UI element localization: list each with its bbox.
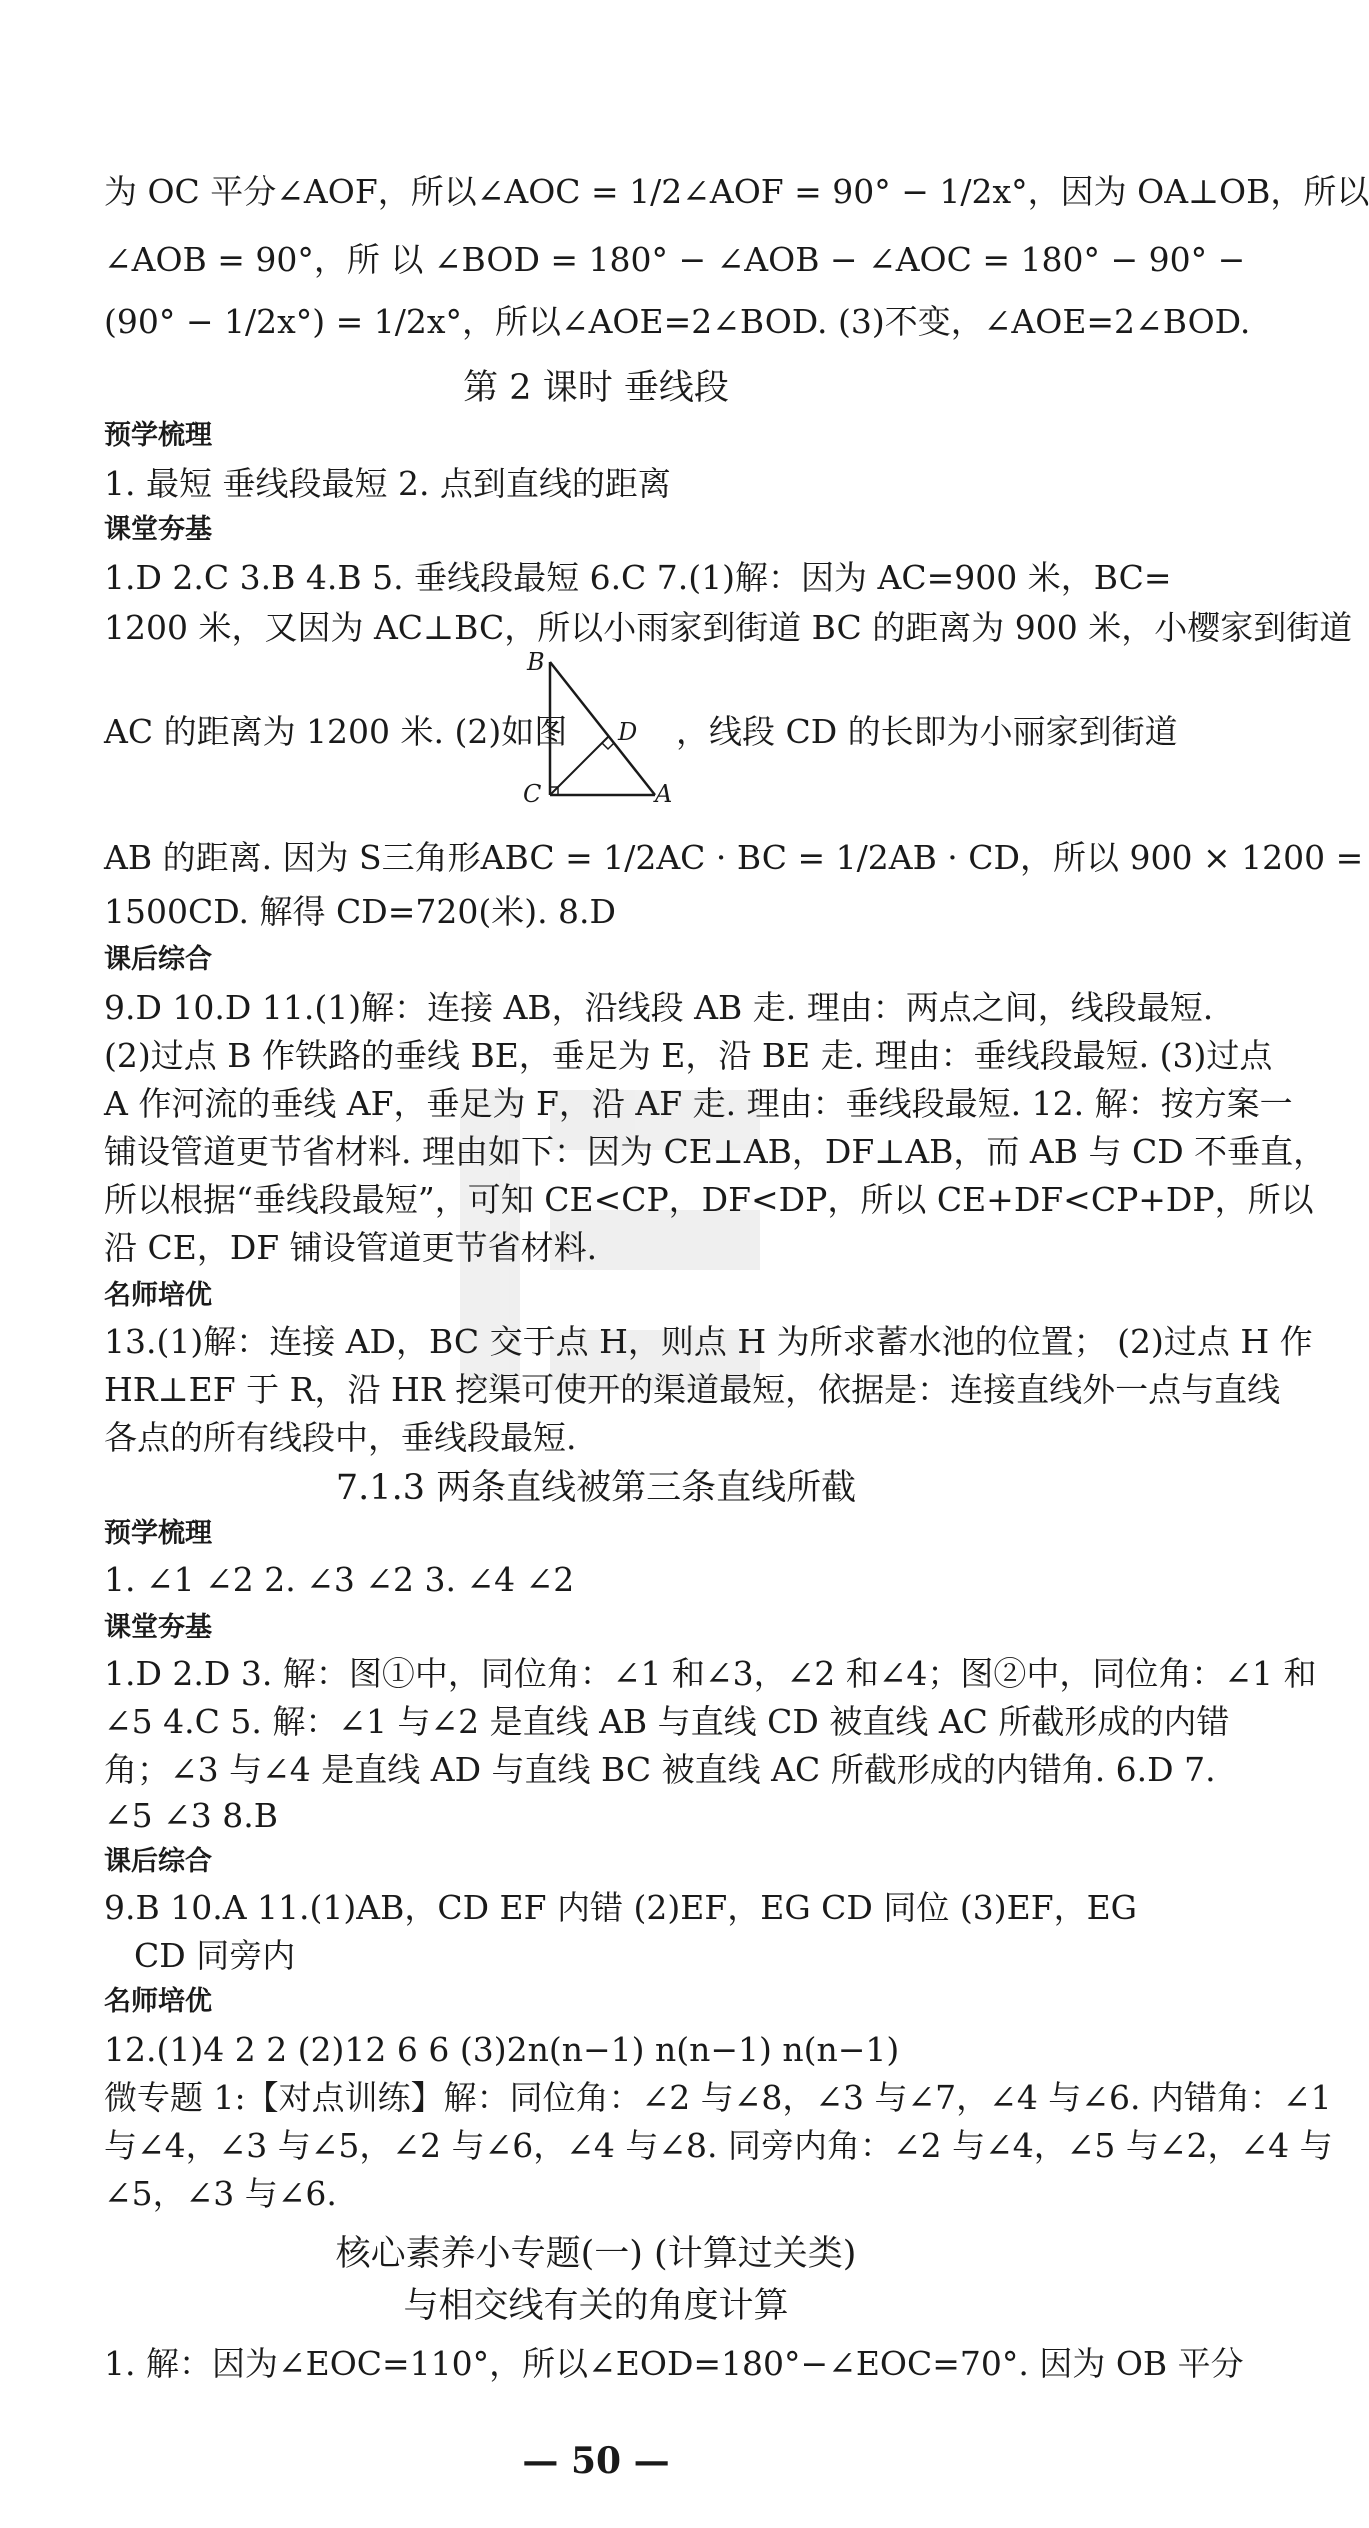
text-line: AC 的距离为 1200 米. (2)如图 [104, 712, 568, 751]
text-line: A 作河流的垂线 AF，垂足为 F，沿 AF 走. 理由：垂线段最短. 12. 解：按方案一 [104, 1084, 1293, 1123]
text-line: 9.D 10.D 11.(1)解：连接 AB，沿线段 AB 走. 理由：两点之间，线段最短. [104, 988, 1214, 1027]
section-heading: 预学梳理 [104, 420, 212, 451]
figure-label-c: C [523, 780, 542, 808]
text-line: 微专题 1:【对点训练】解：同位角：∠2 与∠8，∠3 与∠7，∠4 与∠6. 内错角：∠1 [104, 2078, 1332, 2117]
topic-subtitle: 与相交线有关的角度计算 [403, 2286, 789, 2326]
text-line: 所以根据“垂线段最短”，可知 CE<CP，DF<DP，所以 CE+DF<CP+DP，所以 [104, 1180, 1314, 1219]
text-line: (90° − 1/2x°) = 1/2x°，所以∠AOE=2∠BOD. (3)不变，∠AOE=2∠BOD. [104, 302, 1251, 341]
text-line: 1.D 2.D 3. 解：图①中，同位角：∠1 和∠3，∠2 和∠4；图②中，同位角：∠1 和 [104, 1654, 1317, 1693]
text-line: ，线段 CD 的长即为小丽家到街道 [676, 712, 1178, 751]
text-line: AB 的距离. 因为 S三角形ABC = 1/2AC · BC = 1/2AB · CD，所以 900 × 1200 = [104, 838, 1364, 877]
text-line: ∠5 4.C 5. 解：∠1 与∠2 是直线 AB 与直线 CD 被直线 AC 所截形成的内错 [104, 1702, 1230, 1741]
section-heading: 课堂夯基 [104, 514, 212, 545]
section-heading: 课堂夯基 [104, 1612, 212, 1643]
text-line: 铺设管道更节省材料. 理由如下：因为 CE⊥AB，DF⊥AB，而 AB 与 CD 不垂直， [104, 1132, 1327, 1171]
text-line: ∠5 ∠3 8.B [104, 1796, 279, 1835]
page-number: — 50 — [522, 2440, 670, 2482]
text-line: 角；∠3 与∠4 是直线 AD 与直线 BC 被直线 AC 所截形成的内错角. 6.D 7. [104, 1750, 1216, 1789]
section-heading: 预学梳理 [104, 1518, 212, 1549]
text-line: 1500CD. 解得 CD=720(米). 8.D [104, 892, 616, 931]
text-line: CD 同旁内 [134, 1936, 296, 1975]
section-heading: 课后综合 [104, 944, 212, 975]
segment-ba [550, 662, 655, 795]
text-line: 12.(1)4 2 2 (2)12 6 6 (3)2n(n−1) n(n−1) n(n−1) [104, 2030, 900, 2069]
text-line: HR⊥EF 于 R，沿 HR 挖渠可使开的渠道最短，依据是：连接直线外一点与直线 [104, 1370, 1281, 1409]
text-line: 沿 CE，DF 铺设管道更节省材料. [104, 1228, 598, 1267]
text-line: 9.B 10.A 11.(1)AB，CD EF 内错 (2)EF，EG CD 同位 (3)EF，EG [104, 1888, 1138, 1927]
text-line: ∠AOB = 90°，所 以 ∠BOD = 180° − ∠AOB − ∠AOC = 180° − 90° − [104, 240, 1246, 279]
section-heading: 课后综合 [104, 1846, 212, 1877]
text-line: (2)过点 B 作铁路的垂线 BE，垂足为 E，沿 BE 走. 理由：垂线段最短. (3)过点 [104, 1036, 1273, 1075]
figure-label-b: B [527, 648, 545, 676]
text-line: 与∠4，∠3 与∠5，∠2 与∠6，∠4 与∠8. 同旁内角：∠2 与∠4，∠5 与∠2，∠4 与 [104, 2126, 1333, 2165]
section-heading: 名师培优 [104, 1986, 212, 2017]
text-line: 13.(1)解：连接 AD，BC 交于点 H，则点 H 为所求蓄水池的位置； (2)过点 H 作 [104, 1322, 1313, 1361]
text-line: 1200 米，又因为 AC⊥BC，所以小雨家到街道 BC 的距离为 900 米，小樱家到街道 [104, 608, 1353, 647]
text-line: 为 OC 平分∠AOF，所以∠AOC = 1/2∠AOF = 90° − 1/2x°，因为 OA⊥OB，所以 [104, 172, 1369, 211]
topic-title: 核心素养小专题(一) (计算过关类) [335, 2234, 857, 2274]
figure-label-d: D [618, 718, 638, 746]
right-angle-mark-d [602, 743, 614, 749]
text-line: ∠5，∠3 与∠6. [104, 2174, 337, 2213]
text-line: 1. ∠1 ∠2 2. ∠3 ∠2 3. ∠4 ∠2 [104, 1560, 575, 1599]
section-title: 7.1.3 两条直线被第三条直线所截 [335, 1468, 857, 1508]
text-line: 1. 解：因为∠EOC=110°，所以∠EOD=180°−∠EOC=70°. 因为 OB 平分 [104, 2344, 1244, 2383]
section-heading: 名师培优 [104, 1280, 212, 1311]
figure-label-a: A [655, 780, 673, 808]
lesson-title: 第 2 课时 垂线段 [463, 368, 729, 408]
text-line: 各点的所有线段中，垂线段最短. [104, 1418, 577, 1457]
text-line: 1. 最短 垂线段最短 2. 点到直线的距离 [104, 464, 671, 503]
text-line: 1.D 2.C 3.B 4.B 5. 垂线段最短 6.C 7.(1)解：因为 AC=900 米，BC= [104, 558, 1172, 597]
